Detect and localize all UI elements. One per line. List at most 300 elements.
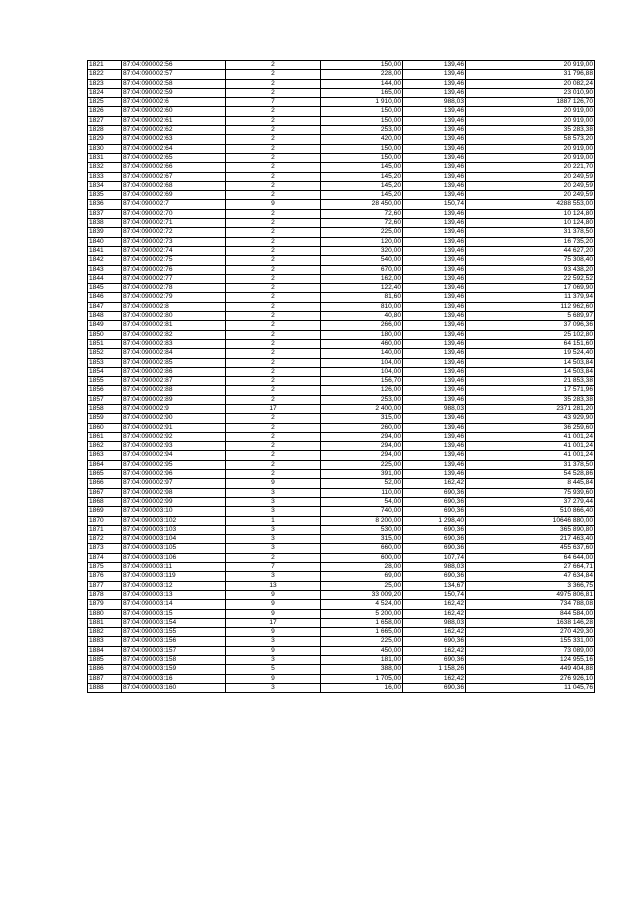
area-cell: 145,20 [321,172,403,181]
cadastral-number-cell: 87:04:090002:72 [122,228,226,237]
unit-value-cell: 139,46 [403,209,466,218]
group-code-cell: 3 [226,656,321,665]
area-cell: 4 524,00 [321,600,403,609]
cadastral-number-cell: 87:04:090002:67 [122,172,226,181]
area-cell: 81,60 [321,293,403,302]
area-cell: 104,00 [321,358,403,367]
total-value-cell: 11 379,94 [466,293,595,302]
area-cell: 225,00 [321,228,403,237]
row-number-cell: 1843 [88,265,122,274]
cadastral-number-cell: 87:04:090003:13 [122,590,226,599]
area-cell: 180,00 [321,330,403,339]
cadastral-number-cell: 87:04:090002:7 [122,200,226,209]
area-cell: 315,00 [321,535,403,544]
group-code-cell: 2 [226,423,321,432]
total-value-cell: 1887 126,70 [466,98,595,107]
table-row [88,107,595,116]
cadastral-number-cell: 87:04:090002:88 [122,386,226,395]
area-cell: 1 910,00 [321,98,403,107]
total-value-cell: 2371 281,20 [466,404,595,413]
unit-value-cell: 162,42 [403,479,466,488]
row-number-cell: 1822 [88,70,122,79]
cadastral-number-cell: 87:04:090002:96 [122,470,226,479]
group-code-cell: 2 [226,135,321,144]
table-row [88,219,595,228]
row-number-cell: 1854 [88,367,122,376]
group-code-cell: 2 [226,70,321,79]
area-cell: 144,00 [321,79,403,88]
cadastral-number-cell: 87:04:090003:156 [122,637,226,646]
total-value-cell: 43 929,90 [466,414,595,423]
total-value-cell: 75 939,60 [466,488,595,497]
group-code-cell: 3 [226,572,321,581]
table-body [88,61,595,693]
total-value-cell: 5 689,97 [466,312,595,321]
cadastral-number-cell: 87:04:090002:80 [122,312,226,321]
unit-value-cell: 139,46 [403,330,466,339]
unit-value-cell: 139,46 [403,312,466,321]
cadastral-number-cell: 87:04:090003:159 [122,665,226,674]
total-value-cell: 20 919,00 [466,116,595,125]
total-value-cell: 124 955,16 [466,656,595,665]
row-number-cell: 1850 [88,330,122,339]
total-value-cell: 10646 880,00 [466,516,595,525]
cadastral-number-cell: 87:04:090002:76 [122,265,226,274]
area-cell: 126,00 [321,386,403,395]
row-number-cell: 1857 [88,395,122,404]
table-row [88,572,595,581]
cadastral-number-cell: 87:04:090002:57 [122,70,226,79]
table-row [88,637,595,646]
total-value-cell: 23 010,90 [466,88,595,97]
area-cell: 740,00 [321,507,403,516]
unit-value-cell: 139,46 [403,107,466,116]
row-number-cell: 1841 [88,246,122,255]
cadastral-number-cell: 87:04:090002:75 [122,256,226,265]
area-cell: 294,00 [321,432,403,441]
table-row [88,618,595,627]
table-row [88,674,595,683]
group-code-cell: 9 [226,628,321,637]
area-cell: 315,00 [321,414,403,423]
table-row [88,628,595,637]
total-value-cell: 112 962,60 [466,302,595,311]
unit-value-cell: 690,36 [403,507,466,516]
cadastral-number-cell: 87:04:090002:58 [122,79,226,88]
row-number-cell: 1873 [88,544,122,553]
cadastral-number-cell: 87:04:090002:8 [122,302,226,311]
table-row [88,70,595,79]
row-number-cell: 1838 [88,219,122,228]
row-number-cell: 1826 [88,107,122,116]
group-code-cell: 9 [226,609,321,618]
area-cell: 150,00 [321,61,403,70]
group-code-cell: 9 [226,600,321,609]
cadastral-number-cell: 87:04:090002:56 [122,61,226,70]
group-code-cell: 9 [226,479,321,488]
cadastral-number-cell: 87:04:090002:93 [122,442,226,451]
area-cell: 40,80 [321,312,403,321]
row-number-cell: 1849 [88,321,122,330]
row-number-cell: 1839 [88,228,122,237]
table-row [88,330,595,339]
unit-value-cell: 988,03 [403,404,466,413]
total-value-cell: 35 283,38 [466,126,595,135]
row-number-cell: 1867 [88,488,122,497]
cadastral-number-cell: 87:04:090002:77 [122,274,226,283]
area-cell: 460,00 [321,339,403,348]
row-number-cell: 1877 [88,581,122,590]
table-row [88,442,595,451]
group-code-cell: 2 [226,61,321,70]
table-row [88,451,595,460]
table-row [88,656,595,665]
total-value-cell: 4288 553,00 [466,200,595,209]
unit-value-cell: 139,46 [403,451,466,460]
cadastral-number-cell: 87:04:090002:91 [122,423,226,432]
group-code-cell: 2 [226,386,321,395]
group-code-cell: 2 [226,302,321,311]
cadastral-number-cell: 87:04:090002:70 [122,209,226,218]
cadastral-number-cell: 87:04:090003:12 [122,581,226,590]
row-number-cell: 1862 [88,442,122,451]
row-number-cell: 1866 [88,479,122,488]
row-number-cell: 1848 [88,312,122,321]
table-row [88,590,595,599]
unit-value-cell: 139,46 [403,256,466,265]
total-value-cell: 21 853,38 [466,377,595,386]
cadastral-number-cell: 87:04:090003:160 [122,683,226,692]
group-code-cell: 3 [226,507,321,516]
table-row [88,312,595,321]
cadastral-number-cell: 87:04:090002:99 [122,497,226,506]
total-value-cell: 14 503,84 [466,367,595,376]
area-cell: 420,00 [321,135,403,144]
group-code-cell: 3 [226,497,321,506]
total-value-cell: 20 249,59 [466,181,595,190]
unit-value-cell: 162,42 [403,674,466,683]
group-code-cell: 2 [226,172,321,181]
group-code-cell: 9 [226,200,321,209]
row-number-cell: 1868 [88,497,122,506]
group-code-cell: 2 [226,144,321,153]
unit-value-cell: 690,36 [403,525,466,534]
total-value-cell: 37 096,36 [466,321,595,330]
area-cell: 225,00 [321,460,403,469]
table-row [88,563,595,572]
table-row [88,646,595,655]
total-value-cell: 20 249,59 [466,191,595,200]
area-cell: 16,00 [321,683,403,692]
cadastral-number-cell: 87:04:090002:81 [122,321,226,330]
group-code-cell: 2 [226,88,321,97]
area-cell: 120,00 [321,237,403,246]
table-row [88,237,595,246]
cadastral-number-cell: 87:04:090003:158 [122,656,226,665]
unit-value-cell: 690,36 [403,572,466,581]
group-code-cell: 2 [226,228,321,237]
total-value-cell: 73 089,00 [466,646,595,655]
cadastral-number-cell: 87:04:090002:92 [122,432,226,441]
group-code-cell: 2 [226,312,321,321]
table-row [88,200,595,209]
cadastral-number-cell: 87:04:090002:74 [122,246,226,255]
row-number-cell: 1844 [88,274,122,283]
area-cell: 1 705,00 [321,674,403,683]
unit-value-cell: 139,46 [403,274,466,283]
table-row [88,497,595,506]
cadastral-number-cell: 87:04:090003:11 [122,563,226,572]
row-number-cell: 1887 [88,674,122,683]
cadastral-number-cell: 87:04:090003:14 [122,600,226,609]
total-value-cell: 75 308,40 [466,256,595,265]
cadastral-number-cell: 87:04:090002:95 [122,460,226,469]
cadastral-number-cell: 87:04:090002:98 [122,488,226,497]
row-number-cell: 1847 [88,302,122,311]
table-row [88,274,595,283]
total-value-cell: 22 592,52 [466,274,595,283]
table-row [88,126,595,135]
row-number-cell: 1870 [88,516,122,525]
group-code-cell: 2 [226,126,321,135]
cadastral-number-cell: 87:04:090002:73 [122,237,226,246]
unit-value-cell: 139,46 [403,460,466,469]
area-cell: 2 400,00 [321,404,403,413]
table-row [88,683,595,692]
cadastral-number-cell: 87:04:090003:102 [122,516,226,525]
table-row [88,553,595,562]
row-number-cell: 1863 [88,451,122,460]
total-value-cell: 17 571,96 [466,386,595,395]
total-value-cell: 31 378,50 [466,460,595,469]
unit-value-cell: 139,46 [403,228,466,237]
cadastral-number-cell: 87:04:090003:103 [122,525,226,534]
unit-value-cell: 139,46 [403,126,466,135]
area-cell: 450,00 [321,646,403,655]
group-code-cell: 3 [226,683,321,692]
row-number-cell: 1864 [88,460,122,469]
row-number-cell: 1881 [88,618,122,627]
group-code-cell: 3 [226,544,321,553]
table-row [88,665,595,674]
row-number-cell: 1852 [88,349,122,358]
cadastral-number-cell: 87:04:090003:15 [122,609,226,618]
area-cell: 150,00 [321,107,403,116]
unit-value-cell: 139,46 [403,144,466,153]
area-cell: 294,00 [321,451,403,460]
cadastral-number-cell: 87:04:090002:9 [122,404,226,413]
cadastral-number-cell: 87:04:090002:87 [122,377,226,386]
row-number-cell: 1888 [88,683,122,692]
group-code-cell: 2 [226,256,321,265]
unit-value-cell: 139,46 [403,302,466,311]
cadastral-number-cell: 87:04:090003:16 [122,674,226,683]
table-row [88,321,595,330]
unit-value-cell: 139,46 [403,423,466,432]
row-number-cell: 1830 [88,144,122,153]
area-cell: 52,00 [321,479,403,488]
total-value-cell: 10 124,80 [466,209,595,218]
table-row [88,339,595,348]
table-row [88,246,595,255]
group-code-cell: 2 [226,191,321,200]
table-row [88,144,595,153]
area-cell: 266,00 [321,321,403,330]
total-value-cell: 8 445,84 [466,479,595,488]
unit-value-cell: 139,46 [403,61,466,70]
group-code-cell: 2 [226,330,321,339]
cadastral-number-cell: 87:04:090002:97 [122,479,226,488]
total-value-cell: 19 524,40 [466,349,595,358]
table-row [88,302,595,311]
area-cell: 540,00 [321,256,403,265]
table-row [88,181,595,190]
row-number-cell: 1840 [88,237,122,246]
area-cell: 530,00 [321,525,403,534]
unit-value-cell: 139,46 [403,293,466,302]
row-number-cell: 1858 [88,404,122,413]
area-cell: 69,00 [321,572,403,581]
cadastral-number-cell: 87:04:090002:65 [122,153,226,162]
unit-value-cell: 139,46 [403,470,466,479]
group-code-cell: 3 [226,488,321,497]
unit-value-cell: 150,74 [403,200,466,209]
cadastral-number-cell: 87:04:090002:59 [122,88,226,97]
unit-value-cell: 139,46 [403,265,466,274]
row-number-cell: 1821 [88,61,122,70]
group-code-cell: 2 [226,358,321,367]
table-row [88,135,595,144]
unit-value-cell: 1 298,40 [403,516,466,525]
unit-value-cell: 139,46 [403,172,466,181]
unit-value-cell: 690,36 [403,637,466,646]
cadastral-number-cell: 87:04:090003:119 [122,572,226,581]
row-number-cell: 1885 [88,656,122,665]
row-number-cell: 1832 [88,163,122,172]
area-cell: 156,70 [321,377,403,386]
table-row [88,404,595,413]
unit-value-cell: 139,46 [403,321,466,330]
row-number-cell: 1825 [88,98,122,107]
total-value-cell: 16 735,20 [466,237,595,246]
table-row [88,395,595,404]
table-row [88,581,595,590]
unit-value-cell: 162,42 [403,609,466,618]
group-code-cell: 7 [226,563,321,572]
cadastral-number-cell: 87:04:090002:90 [122,414,226,423]
row-number-cell: 1829 [88,135,122,144]
total-value-cell: 64 644,00 [466,553,595,562]
unit-value-cell: 139,46 [403,367,466,376]
area-cell: 1 665,00 [321,628,403,637]
total-value-cell: 35 283,38 [466,395,595,404]
cadastral-number-cell: 87:04:090002:78 [122,284,226,293]
total-value-cell: 20 919,00 [466,61,595,70]
total-value-cell: 41 001,24 [466,451,595,460]
area-cell: 294,00 [321,442,403,451]
area-cell: 253,00 [321,395,403,404]
total-value-cell: 14 503,84 [466,358,595,367]
cadastral-number-cell: 87:04:090002:83 [122,339,226,348]
group-code-cell: 2 [226,181,321,190]
area-cell: 162,00 [321,274,403,283]
group-code-cell: 9 [226,590,321,599]
total-value-cell: 47 634,84 [466,572,595,581]
unit-value-cell: 162,42 [403,600,466,609]
table-row [88,116,595,125]
group-code-cell: 2 [226,339,321,348]
cadastral-number-cell: 87:04:090003:157 [122,646,226,655]
cadastral-number-cell: 87:04:090002:82 [122,330,226,339]
group-code-cell: 2 [226,377,321,386]
row-number-cell: 1842 [88,256,122,265]
row-number-cell: 1875 [88,563,122,572]
cadastral-number-cell: 87:04:090002:68 [122,181,226,190]
table-row [88,228,595,237]
total-value-cell: 93 438,20 [466,265,595,274]
area-cell: 54,00 [321,497,403,506]
group-code-cell: 2 [226,442,321,451]
group-code-cell: 2 [226,367,321,376]
cadastral-number-cell: 87:04:090002:89 [122,395,226,404]
area-cell: 72,60 [321,219,403,228]
area-cell: 228,00 [321,70,403,79]
unit-value-cell: 139,46 [403,386,466,395]
unit-value-cell: 139,46 [403,181,466,190]
unit-value-cell: 162,42 [403,628,466,637]
total-value-cell: 20 221,70 [466,163,595,172]
table-row [88,293,595,302]
total-value-cell: 449 404,88 [466,665,595,674]
row-number-cell: 1837 [88,209,122,218]
area-cell: 140,00 [321,349,403,358]
total-value-cell: 510 866,40 [466,507,595,516]
cadastral-number-cell: 87:04:090002:86 [122,367,226,376]
cadastral-number-cell: 87:04:090002:66 [122,163,226,172]
row-number-cell: 1883 [88,637,122,646]
group-code-cell: 2 [226,553,321,562]
group-code-cell: 1 [226,516,321,525]
area-cell: 165,00 [321,88,403,97]
cadastral-number-cell: 87:04:090002:64 [122,144,226,153]
unit-value-cell: 139,46 [403,237,466,246]
area-cell: 388,00 [321,665,403,674]
group-code-cell: 2 [226,107,321,116]
table-row [88,525,595,534]
total-value-cell: 455 637,60 [466,544,595,553]
unit-value-cell: 690,36 [403,497,466,506]
area-cell: 391,00 [321,470,403,479]
group-code-cell: 3 [226,637,321,646]
total-value-cell: 27 664,71 [466,563,595,572]
total-value-cell: 365 890,80 [466,525,595,534]
area-cell: 670,00 [321,265,403,274]
table-row [88,163,595,172]
table-row [88,432,595,441]
table-row [88,367,595,376]
total-value-cell: 25 102,80 [466,330,595,339]
cadastral-number-cell: 87:04:090002:61 [122,116,226,125]
cadastral-number-cell: 87:04:090002:62 [122,126,226,135]
group-code-cell: 2 [226,451,321,460]
area-cell: 660,00 [321,544,403,553]
unit-value-cell: 690,36 [403,656,466,665]
row-number-cell: 1846 [88,293,122,302]
group-code-cell: 13 [226,581,321,590]
group-code-cell: 9 [226,674,321,683]
group-code-cell: 2 [226,321,321,330]
total-value-cell: 58 573,20 [466,135,595,144]
